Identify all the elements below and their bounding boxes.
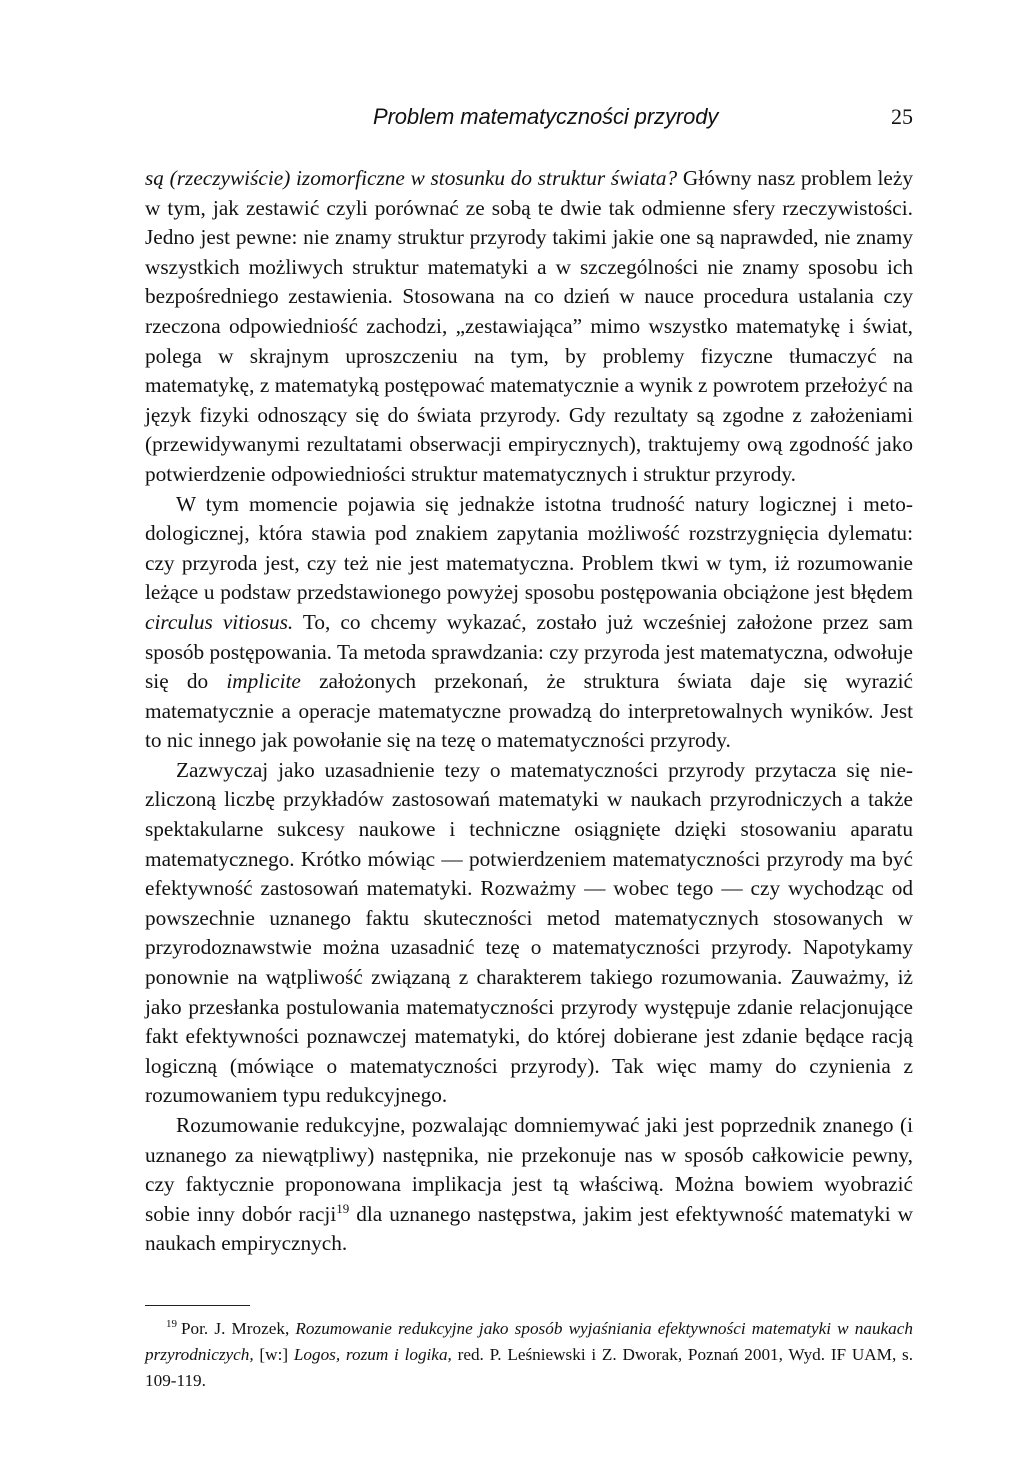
running-title: Problem matematyczności przyrody: [373, 104, 719, 129]
text-run: [w:]: [253, 1344, 294, 1364]
paragraph-3: [145, 756, 913, 1111]
italic-text: Logos, rozum i logika,: [293, 1344, 452, 1364]
text-run: To, co chcemy wykazać, zostało już wcześniej założone przez sam sposób postępowania. Ta metoda sprawdzania: czy przyroda jest matematyczna, odwołuje się do: [145, 609, 914, 694]
book-page: [145, 98, 913, 1394]
italic-text: Rozumowanie redukcyjne jako sposób wyjaśniania efektywności matematyki w naukach przyrodniczych,: [145, 1318, 913, 1364]
text-run: Zazwyczaj jako uzasadnienie tezy o matematyczności przyrody przytacza się niezliczoną liczbę przykładów zastosowań matematyki w naukach przyrodniczych a także spektakularne sukcesy naukowe i techniczne osiągnięte dzięki stosowaniu aparatu matematycznego. Krótko mówiąc — potwierdzeniem matematyczności przyrody ma być efektywność zastosowań matematyki. Rozważmy — wobec tego — czy wychodząc od powszechnie uznanego faktu skuteczności metod matematycznych stosowanych w przyrodoznawstwie można uzasadnić tezę o matematyczności przyrody. Napotykamy ponownie na wątpliwość związaną z charakterem takiego rozumowania. Zauważmy, iż jako przesłanka postulowania matematyczności przyrody występuje zdanie relacjonujące fakt efektywności poznawczej matematyki, do której dobierane jest zdanie będące racją logiczną (mówiące o matematyczności przyrody). Tak więc mamy do czynienia z rozumowaniem typu redukcyjnego.: [145, 757, 913, 1108]
paragraph-4: [145, 1111, 913, 1259]
italic-text: circulus vitiosus.: [145, 609, 294, 634]
paragraph-2: [145, 490, 913, 756]
text-run: red. P. Leśniewski i Z. Dworak, Poznań 2001, Wyd. IF UAM, s. 109-119.: [145, 1344, 914, 1390]
running-header: [145, 98, 913, 142]
text-run: Rozumowanie redukcyjne, pozwalając domniemywać jaki jest poprzednik znanego (i uznanego za niewątpliwy) następnika, nie przekonuje nas w sposób całkowicie pewny, czy faktycznie proponowana implikacja jest tą właściwą. Można bowiem wyobrazić sobie inny dobór racji: [145, 1113, 913, 1226]
text-run: Por. J. Mrozek,: [181, 1318, 296, 1338]
italic-text: są (rzeczywiście) izomorficzne w stosunku do struktur świata?: [145, 166, 678, 190]
italic-text: implicite: [226, 669, 301, 694]
text-run: W tym momencie pojawia się jednakże istotna trudność natury logicznej i metodologicznej, która stawia pod znakiem zapytania możliwość rozstrzygnięcia dylematu: czy przyroda jest, czy też nie jest matematyczna. Problem tkwi w tym, iż rozumowanie leżące u podstaw przedstawionego powyżej sposobu postępowania obciążone jest błędem: [145, 491, 913, 605]
footnote-divider: [145, 1305, 250, 1306]
footnote-reference: 19: [336, 1200, 350, 1216]
text-run: dla uznanego następstwa, jakim jest efektywność matematyki w naukach empirycznych.: [145, 1201, 913, 1256]
footnote-marker: 19: [166, 1318, 177, 1331]
footnote-19: [145, 1316, 913, 1394]
footnote-text: [145, 1319, 913, 1390]
text-run: Główny nasz problem leży w tym, jak zestawić czyli porównać ze sobą te dwie tak odmienne sfery rzeczywistości. Jedno jest pewne: nie znamy struktur przyrody takimi jakie one są naprawded, nie znamy wszystkich możliwych struktur matematyki a w szczególności nie znamy sposobu ich bezpośredniego zestawienia. Stosowana na co dzień w nauce procedura ustalania czy rzeczona odpowiedniość zachodzi, „zestawiająca” mimo wszystko matematykę i świat, polega w skrajnym uproszczeniu na tym, by problemy fizyczne tłumaczyć na matematykę, z matematyką postępować matematycznie a wynik z powrotem przełożyć na język fizyki odnoszący się do świata przyrody. Gdy rezultaty są zgodne z założeniami (przewidywanymi rezultatami obserwacji empirycznych), traktujemy ową zgodność jako potwierdzenie odpowiedniości struktur matematycznych i struktur przyrody.: [145, 166, 913, 486]
page-number: 25: [891, 104, 913, 129]
paragraph-1: [145, 164, 913, 490]
text-run: założonych przekonań, że struktura świata daje się wyrazić matematycznie a operacje matematyczne prowadzą do interpretowalnych wyników. Jest to nic innego jak powołanie się na tezę o matematyczności przyrody.: [145, 669, 913, 753]
body-text: [145, 164, 913, 1259]
